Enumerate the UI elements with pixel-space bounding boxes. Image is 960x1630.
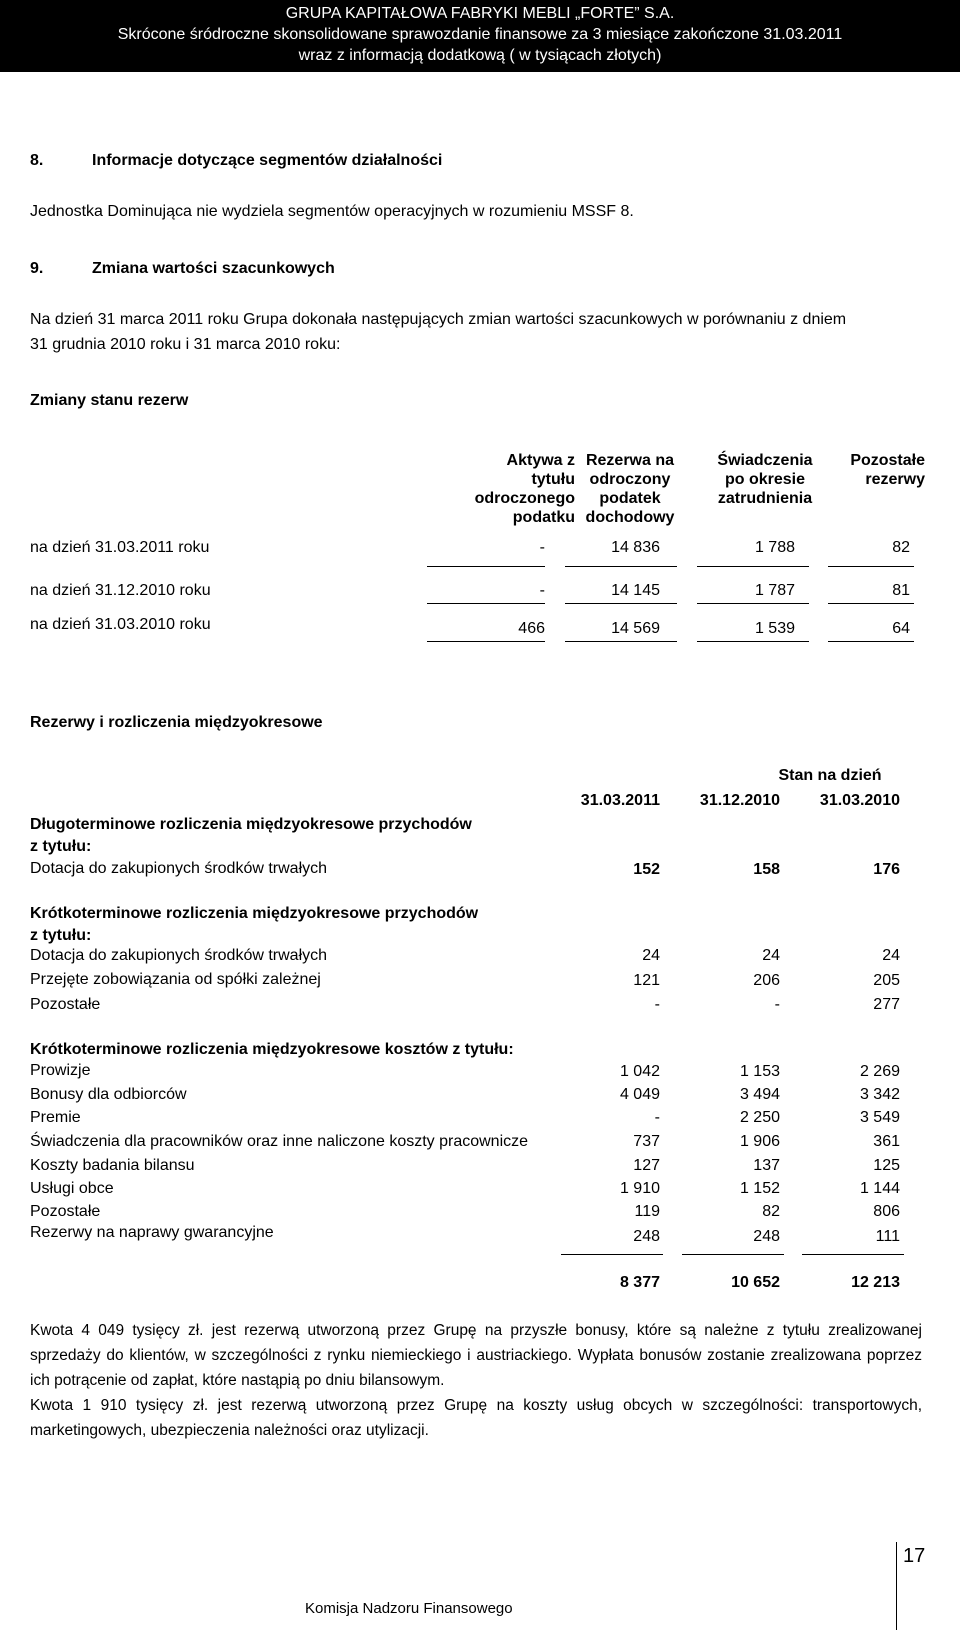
provisions-heading: Zmiany stanu rezerw xyxy=(30,392,189,409)
col-head-line: rezerwy xyxy=(865,471,925,488)
section-8-title: Informacje dotyczące segmentów działalności xyxy=(92,152,443,169)
section-9-title: Zmiana wartości szacunkowych xyxy=(92,260,335,277)
row-label: Bonusy dla odbiorców xyxy=(30,1086,187,1103)
provisions-col-other xyxy=(815,451,925,489)
accruals-heading: Rezerwy i rozliczenia międzyokresowe xyxy=(30,714,323,731)
page-header xyxy=(0,0,960,72)
row-value: - xyxy=(654,1109,660,1126)
row-value: 119 xyxy=(634,1203,660,1220)
row-value: 1 042 xyxy=(619,1063,660,1080)
row-value: 1 152 xyxy=(739,1180,780,1197)
row-label: na dzień 31.03.2010 roku xyxy=(30,616,211,633)
row-label: Pozostałe xyxy=(30,1203,101,1220)
footer-divider xyxy=(896,1542,897,1630)
row-value: 248 xyxy=(753,1228,780,1245)
row-value: 206 xyxy=(753,972,780,989)
row-value: 24 xyxy=(762,947,780,964)
row-value: 14 145 xyxy=(611,582,660,599)
row-value: 14 569 xyxy=(611,620,660,637)
total-value: 10 652 xyxy=(731,1274,780,1291)
row-value: 1 539 xyxy=(754,620,795,637)
footer-text: Komisja Nadzoru Finansowego xyxy=(305,1600,513,1617)
row-value: 24 xyxy=(642,947,660,964)
row-value: 248 xyxy=(633,1228,660,1245)
row-value: 3 342 xyxy=(859,1086,900,1103)
header-report-title: Skrócone śródroczne skonsolidowane sprawozdanie finansowe za 3 miesiące zakończone 31.03.2011 xyxy=(117,26,843,43)
provisions-col-employee-benefits xyxy=(700,451,830,508)
col-head-line: dochodowy xyxy=(585,509,675,526)
row-label: Dotacja do zakupionych środków trwałych xyxy=(30,860,328,877)
row-value: - xyxy=(774,996,780,1013)
row-value: 2 250 xyxy=(739,1109,780,1126)
row-value: 152 xyxy=(633,861,660,878)
total-value: 8 377 xyxy=(619,1274,660,1291)
row-value: - xyxy=(539,539,545,556)
row-label: Koszty badania bilansu xyxy=(30,1157,195,1174)
row-value: 205 xyxy=(873,972,900,989)
col-head-line: podatku xyxy=(512,509,575,526)
col-head-line: tytułu xyxy=(531,471,575,488)
row-value: 466 xyxy=(518,620,545,637)
col-head-line: podatek xyxy=(599,490,661,507)
row-value: 1 906 xyxy=(739,1133,780,1150)
col-head-line: zatrudnienia xyxy=(717,490,813,507)
accruals-date-col: 31.12.2010 xyxy=(699,792,780,809)
section-9-text-line1: Na dzień 31 marca 2011 roku Grupa dokonała następujących zmian wartości szacunkowych w porównaniu z dniem xyxy=(30,311,847,328)
row-value: 1 910 xyxy=(619,1180,660,1197)
row-value: 1 788 xyxy=(754,539,795,556)
row-value: 81 xyxy=(892,582,910,599)
section-9-text-line2: 31 grudnia 2010 roku i 31 marca 2010 roku: xyxy=(30,336,341,353)
row-value: 1 153 xyxy=(739,1063,780,1080)
row-value: 361 xyxy=(873,1133,900,1150)
row-label: Świadczenia dla pracowników oraz inne naliczone koszty pracownicze xyxy=(30,1133,529,1150)
row-value: - xyxy=(539,582,545,599)
row-label: na dzień 31.03.2011 roku xyxy=(30,539,210,556)
accruals-group1-heading-line2: z tytułu: xyxy=(30,838,92,855)
header-company: GRUPA KAPITAŁOWA FABRYKI MEBLI „FORTE” S.A. xyxy=(285,5,675,22)
row-value: 137 xyxy=(753,1157,780,1174)
row-value: 176 xyxy=(873,861,900,878)
accruals-date-col: 31.03.2010 xyxy=(819,792,900,809)
col-head-line: odroczony xyxy=(589,471,671,488)
row-value: 277 xyxy=(873,996,900,1013)
row-value: - xyxy=(654,996,660,1013)
row-value: 1 144 xyxy=(859,1180,900,1197)
row-value: 125 xyxy=(873,1157,900,1174)
header-report-subtitle: wraz z informacją dodatkową ( w tysiącach złotych) xyxy=(298,47,662,64)
row-label: Pozostałe xyxy=(30,996,101,1013)
row-value: 121 xyxy=(633,972,660,989)
page-number: 17 xyxy=(903,1545,926,1567)
col-head-line: Pozostałe xyxy=(850,452,925,469)
accruals-date-col: 31.03.2011 xyxy=(580,792,660,809)
note-external-services: Kwota 1 910 tysięcy zł. jest rezerwą utworzoną przez Grupę na koszty usług obcych w szczególności: transportowych, marketingowych, ubezpieczenia należności oraz utylizacji. xyxy=(30,1397,922,1439)
row-value: 111 xyxy=(875,1228,900,1245)
row-value: 14 836 xyxy=(611,539,660,556)
col-head-line: Aktywa z xyxy=(506,452,575,469)
row-value: 127 xyxy=(633,1157,660,1174)
col-head-line: Świadczenia xyxy=(717,452,813,469)
section-9-number: 9. xyxy=(30,260,44,277)
accruals-group1-heading-line1: Długoterminowe rozliczenia międzyokresowe przychodów xyxy=(30,816,472,833)
row-value: 158 xyxy=(753,861,780,878)
row-value: 2 269 xyxy=(859,1063,900,1080)
row-label: Premie xyxy=(30,1109,81,1126)
accruals-stan-label: Stan na dzień xyxy=(778,767,882,784)
col-head-line: po okresie xyxy=(724,471,806,488)
row-label: Rezerwy na naprawy gwarancyjne xyxy=(30,1224,274,1241)
row-value: 3 494 xyxy=(739,1086,780,1103)
row-value: 1 787 xyxy=(754,582,795,599)
row-label: Prowizje xyxy=(30,1062,91,1079)
note-bonus: Kwota 4 049 tysięcy zł. jest rezerwą utworzoną przez Grupę na przyszłe bonusy, które są należne z tytułu zrealizowanej sprzedaży do klientów, w szczególności z rynku niemieckiego i austriackiego. Wypłata bonusów zostanie zrealizowana poprzez ich potrącenie od zapłat, które nastąpią po dniu bilansowym. xyxy=(30,1322,922,1389)
row-label: na dzień 31.12.2010 roku xyxy=(30,582,211,599)
row-label: Przejęte zobowiązania od spółki zależnej xyxy=(30,971,321,988)
section-8-number: 8. xyxy=(30,152,44,169)
provisions-col-deferred-tax-asset xyxy=(425,451,575,527)
accruals-group3-heading: Krótkoterminowe rozliczenia międzyokresowe kosztów z tytułu: xyxy=(30,1041,514,1058)
row-label: Usługi obce xyxy=(30,1180,114,1197)
row-value: 806 xyxy=(873,1203,900,1220)
col-head-line: Rezerwa na xyxy=(585,452,675,469)
total-value: 12 213 xyxy=(851,1274,900,1291)
row-value: 82 xyxy=(892,539,910,556)
provisions-col-deferred-tax-liability xyxy=(565,451,695,527)
row-value: 82 xyxy=(762,1203,780,1220)
section-8-text: Jednostka Dominująca nie wydziela segmentów operacyjnych w rozumieniu MSSF 8. xyxy=(30,203,634,220)
accruals-group2-heading-line2: z tytułu: xyxy=(30,927,92,944)
row-value: 3 549 xyxy=(859,1109,900,1126)
row-value: 24 xyxy=(882,947,900,964)
col-head-line: odroczonego xyxy=(474,490,575,507)
row-value: 4 049 xyxy=(619,1086,660,1103)
row-label: Dotacja do zakupionych środków trwałych xyxy=(30,947,328,964)
row-value: 737 xyxy=(633,1133,660,1150)
row-value: 64 xyxy=(892,620,910,637)
accruals-group2-heading-line1: Krótkoterminowe rozliczenia międzyokresowe przychodów xyxy=(30,905,479,922)
